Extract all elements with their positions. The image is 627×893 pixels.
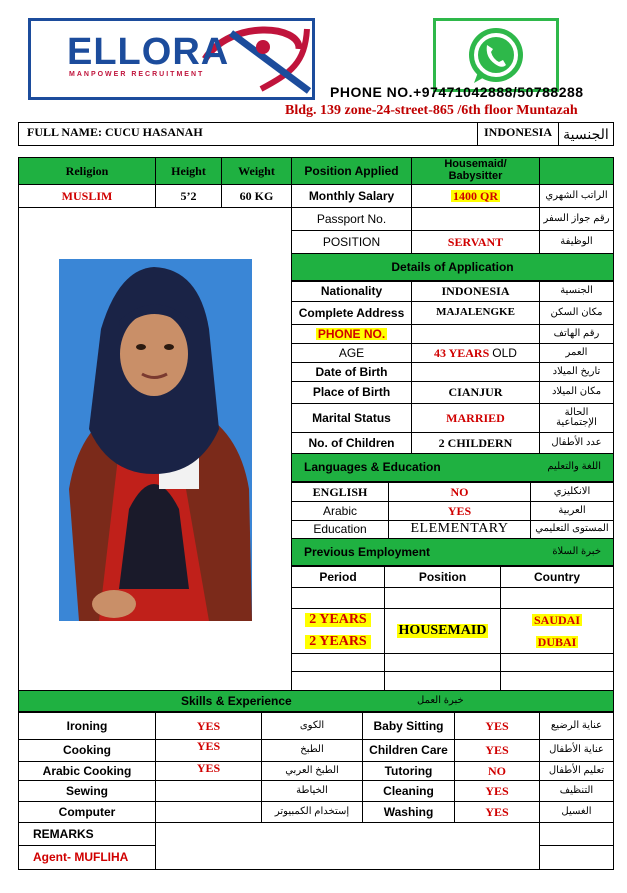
- skill-ar-computer: إستخدام الكمبيوتر: [261, 801, 363, 823]
- detail-label-children: No. of Children: [291, 432, 412, 454]
- lang-value-education: ELEMENTARY: [388, 520, 531, 539]
- weight-value: 60 KG: [221, 184, 292, 208]
- religion-value: MUSLIM: [18, 184, 156, 208]
- employment-country-2: DUBAI: [537, 634, 577, 649]
- lang-value-arabic: YES: [388, 501, 531, 521]
- employment-blank-row-2c: [500, 671, 614, 691]
- position-value: SERVANT: [411, 230, 540, 254]
- detail-ar-address: مكان السكن: [539, 301, 614, 325]
- skill-ar-baby-sitting: عناية الرضيع: [539, 712, 614, 740]
- candidate-photo: [59, 259, 252, 621]
- detail-value-dob: [411, 362, 540, 382]
- lang-ar-education: المستوى التعليمي: [530, 520, 614, 539]
- full-name: FULL NAME: CUCU HASANAH: [18, 122, 478, 146]
- logo-subtitle: MANPOWER RECRUITMENT: [69, 71, 205, 78]
- lang-label-arabic: Arabic: [291, 501, 389, 521]
- employment-header-position: Position: [384, 566, 501, 588]
- employment-blank-row-1b: [384, 653, 501, 672]
- employment-country-1: SAUDAI: [533, 612, 580, 627]
- detail-value-address: MAJALENGKE: [411, 301, 540, 325]
- detail-ar-phone: رقم الهاتف: [539, 324, 614, 344]
- skill-ar-ironing: الكوى: [261, 712, 363, 740]
- skill-ar-children-care: عناية الأطفال: [539, 739, 614, 762]
- skill-ar-arabic-cooking: الطبخ العربي: [261, 761, 363, 781]
- employment-blank-country: [500, 587, 614, 609]
- remarks-label: REMARKS: [18, 822, 156, 846]
- skill-label-baby-sitting: Baby Sitting: [362, 712, 455, 740]
- skills-title: Skills & Experience: [181, 693, 292, 708]
- monthly-salary-ar: الراتب الشهري: [539, 184, 614, 208]
- lang-label-english: ENGLISH: [291, 482, 389, 502]
- detail-ar-pob: مكان الميلاد: [539, 381, 614, 404]
- skill-label-children-care: Children Care: [362, 739, 455, 762]
- skills-title-ar: خبرة العمل: [417, 694, 464, 706]
- detail-ar-dob: تاريخ الميلاد: [539, 362, 614, 382]
- company-phone: PHONE NO.+97471042888/50788288: [330, 84, 584, 100]
- employment-title-bar: [291, 538, 614, 566]
- employment-header-country: Country: [500, 566, 614, 588]
- detail-value-age-suffix: OLD: [492, 345, 517, 360]
- skill-value-washing: YES: [454, 801, 540, 823]
- detail-ar-nationality: الجنسية: [539, 281, 614, 302]
- position-applied-header: Position Applied: [291, 157, 412, 185]
- logo-text: ELLORA: [67, 31, 230, 73]
- company-logo: [28, 18, 315, 100]
- skill-value-sewing: [155, 780, 262, 802]
- skill-value-cleaning: YES: [454, 780, 540, 802]
- employment-period-1: 2 YEARS: [305, 613, 370, 628]
- monthly-salary-cell: [411, 184, 540, 208]
- whatsapp-logo: [433, 18, 559, 92]
- lang-label-education: Education: [291, 520, 389, 539]
- skill-label-tutoring: Tutoring: [362, 761, 455, 781]
- detail-value-age: 43 YEARS: [434, 345, 490, 360]
- skill-label-computer: Computer: [18, 801, 156, 823]
- detail-value-phone: [411, 324, 540, 344]
- skill-ar-tutoring: تعليم الأطفال: [539, 761, 614, 781]
- employment-countries: [500, 608, 614, 654]
- whatsapp-icon: [462, 23, 530, 89]
- nationality-header-value: INDONESIA: [477, 122, 559, 146]
- skill-value-tutoring: NO: [454, 761, 540, 781]
- company-address: Bldg. 139 zone-24-street-865 /6th floor Muntazah: [285, 103, 578, 118]
- employment-blank-row-1a: [291, 653, 385, 672]
- skill-ar-cleaning: التنظيف: [539, 780, 614, 802]
- monthly-salary-value: 1400 QR: [453, 188, 498, 203]
- employment-blank-row-2b: [384, 671, 501, 691]
- detail-value-pob: CIANJUR: [411, 381, 540, 404]
- employment-blank-period: [291, 587, 385, 609]
- skill-label-washing: Washing: [362, 801, 455, 823]
- detail-ar-marital: الحالة الإجتماعية: [539, 403, 614, 433]
- employment-periods: [291, 608, 385, 654]
- passport-value: [411, 207, 540, 231]
- languages-title-bar: [291, 453, 614, 482]
- employment-header-period: Period: [291, 566, 385, 588]
- detail-label-address: Complete Address: [291, 301, 412, 325]
- skill-ar-cooking: الطبخ: [261, 739, 363, 762]
- candidate-portrait-image: [59, 259, 252, 621]
- monthly-salary-label: Monthly Salary: [291, 184, 412, 208]
- employment-blank-position: [384, 587, 501, 609]
- detail-ar-children: عدد الأطفال: [539, 432, 614, 454]
- remarks-blank-right-2: [539, 845, 614, 870]
- detail-label-marital: Marital Status: [291, 403, 412, 433]
- languages-title: Languages & Education: [304, 460, 441, 475]
- detail-age-cell: [411, 343, 540, 363]
- height-value: 5’2: [155, 184, 222, 208]
- details-title: Details of Application: [291, 253, 614, 281]
- employment-position-cell: [384, 608, 501, 654]
- weight-header: Weight: [221, 157, 292, 185]
- skill-ar-sewing: الخياطة: [261, 780, 363, 802]
- detail-label-dob: Date of Birth: [291, 362, 412, 382]
- skill-value-ironing: YES: [155, 712, 262, 740]
- employment-period-2: 2 YEARS: [305, 635, 370, 650]
- employment-blank-row-2a: [291, 671, 385, 691]
- skills-title-bar: [18, 690, 614, 712]
- detail-value-nationality: INDONESIA: [411, 281, 540, 302]
- skill-value-computer: [155, 801, 262, 823]
- height-header: Height: [155, 157, 222, 185]
- position-label: POSITION: [291, 230, 412, 254]
- skill-value-arabic-cooking: YES: [155, 761, 262, 781]
- lang-value-english: NO: [388, 482, 531, 502]
- detail-ar-age: العمر: [539, 343, 614, 363]
- religion-header: Religion: [18, 157, 156, 185]
- employment-title: Previous Employment: [304, 544, 431, 559]
- passport-ar: رقم جواز السفر: [539, 207, 614, 231]
- detail-phone-cell: [291, 324, 412, 344]
- detail-label-pob: Place of Birth: [291, 381, 412, 404]
- nationality-header-ar: الجنسية: [558, 122, 614, 146]
- skill-label-ironing: Ironing: [18, 712, 156, 740]
- skill-label-cooking: Cooking: [18, 739, 156, 762]
- agent-name: Agent- MUFLIHA: [18, 845, 156, 870]
- languages-title-ar: اللغة والتعليم: [547, 461, 601, 473]
- skill-value-children-care: YES: [454, 739, 540, 762]
- skill-value-cooking: YES: [155, 739, 262, 762]
- detail-label-age: AGE: [291, 343, 412, 363]
- remarks-value: [155, 822, 540, 870]
- skill-label-cleaning: Cleaning: [362, 780, 455, 802]
- employment-blank-row-1c: [500, 653, 614, 672]
- passport-label: Passport No.: [291, 207, 412, 231]
- detail-value-marital: MARRIED: [411, 403, 540, 433]
- position-applied-value: Housemaid/ Babysitter: [411, 157, 540, 185]
- lang-ar-english: الانكليزي: [530, 482, 614, 502]
- remarks-blank-right: [539, 822, 614, 846]
- skill-ar-washing: الغسيل: [539, 801, 614, 823]
- detail-label-phone: PHONE NO.: [317, 326, 386, 341]
- skill-label-sewing: Sewing: [18, 780, 156, 802]
- detail-value-children: 2 CHILDERN: [411, 432, 540, 454]
- employment-title-ar: خبرة السلاة: [552, 545, 601, 557]
- lang-ar-arabic: العربية: [530, 501, 614, 521]
- skill-label-arabic-cooking: Arabic Cooking: [18, 761, 156, 781]
- summary-header-blank: [539, 157, 614, 185]
- skill-value-baby-sitting: YES: [454, 712, 540, 740]
- detail-label-nationality: Nationality: [291, 281, 412, 302]
- position-ar: الوظيفة: [539, 230, 614, 254]
- employment-position: HOUSEMAID: [398, 622, 487, 638]
